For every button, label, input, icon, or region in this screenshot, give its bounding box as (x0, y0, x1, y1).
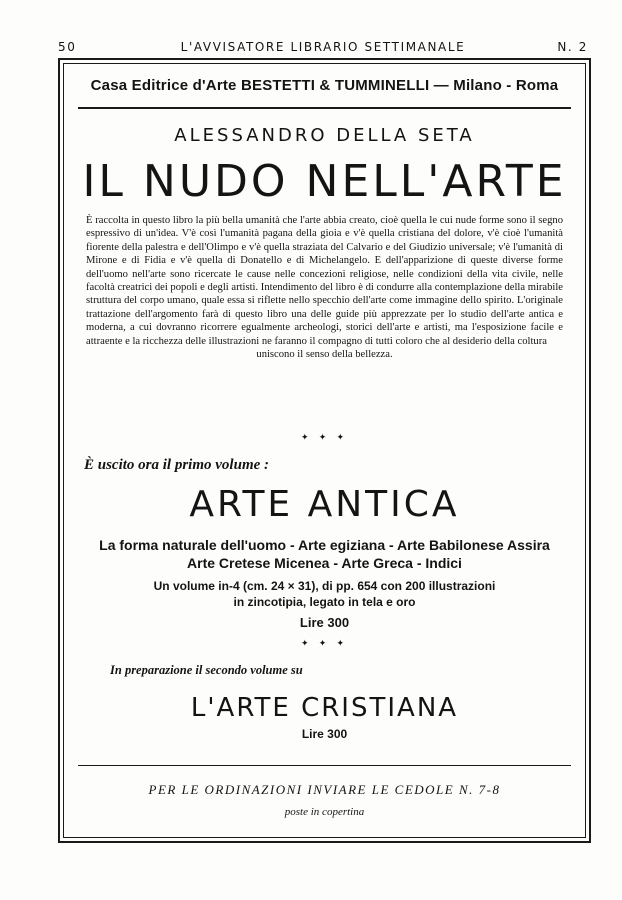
second-volume-intro: In preparazione il secondo volume su (110, 663, 303, 677)
page-number: 50 (58, 40, 77, 54)
ornament-divider: ✦ ✦ ✦ (300, 432, 349, 442)
specs-line-1: Un volume in-4 (cm. 24 × 31), di pp. 654 con 200 illustrazioni (153, 579, 496, 593)
first-volume-intro: È uscito ora il primo volume : (84, 457, 270, 473)
first-volume-price: Lire 300 (299, 615, 350, 630)
author-name: ALESSANDRO DELLA SETA (174, 125, 475, 146)
order-instructions: PER LE ORDINAZIONI INVIARE LE CEDOLE N. 7-8 (148, 782, 501, 797)
first-volume-specs (60, 578, 589, 610)
description-last-line: uniscono il senso della bellezza. (256, 349, 393, 361)
publisher-rule (78, 107, 571, 109)
topics-line-2: Arte Cretese Micenea - Arte Greca - Indici (187, 555, 462, 571)
second-volume-title: L'ARTE CRISTIANA (190, 693, 459, 723)
book-title: IL NUDO NELL'ARTE (82, 156, 567, 207)
book-description (86, 214, 563, 361)
order-rule (78, 765, 571, 766)
publisher-line: Casa Editrice d'Arte BESTETTI & TUMMINELLI — Milano - Roma (90, 77, 559, 94)
journal-title: L'AVVISATORE LIBRARIO SETTIMANALE (180, 40, 466, 54)
specs-line-2: in zincotipia, legato in tela e oro (233, 595, 416, 609)
first-volume-title: ARTE ANTICA (189, 484, 460, 525)
running-header (58, 36, 588, 58)
ornament-divider-2: ✦ ✦ ✦ (300, 638, 349, 648)
first-volume-topics (60, 536, 589, 572)
topics-line-1: La forma naturale dell'uomo - Arte egiziana - Arte Babilonese Assira (99, 537, 550, 553)
order-subnote: poste in copertina (284, 806, 365, 818)
advert-frame (58, 58, 591, 843)
description-paragraph: È raccolta in questo libro la più bella umanità che l'arte abbia creato, cioè quella le cui nude forme sono il segno espressivo di un'idea. V'è così l'umanità pagana della gioia e v'è quella cristiana del dolore, v'è cioè l'umanità fiorente della palestra e dell'Olimpo e v'è quella straziata del Calvario e del Giudizio universale; v'è l'umanità di Mirone e di Fidia e v'è quella di Donatello e di Michelangelo. E dell'apparizione di queste diverse forme dell'uomo nell'arte sono ricercate le cause nelle concezioni religiose, nelle condizioni della vita civile, nelle facoltà creatrici dei popoli e degli artisti. Intendimento del libro è di condurre alla contemplazione della mirabile struttura del corpo umano, quale essa si riflette nello specchio dell'arte come immagine dello spirito. L'originale trattazione dell'argomento farà di questo libro una delle guide più apprezzate per lo studio dell'arte antica e moderna, a cui dovranno ricorrere egualmente archeologi, storici dell'arte e artisti, ma l'esposizione facile e attraente e la ricchezza delle illustrazioni ne faranno il compagno di tutti coloro che al desiderio della coltura (86, 215, 563, 347)
second-volume-price: Lire 300 (301, 727, 348, 741)
issue-number: N. 2 (557, 40, 588, 54)
